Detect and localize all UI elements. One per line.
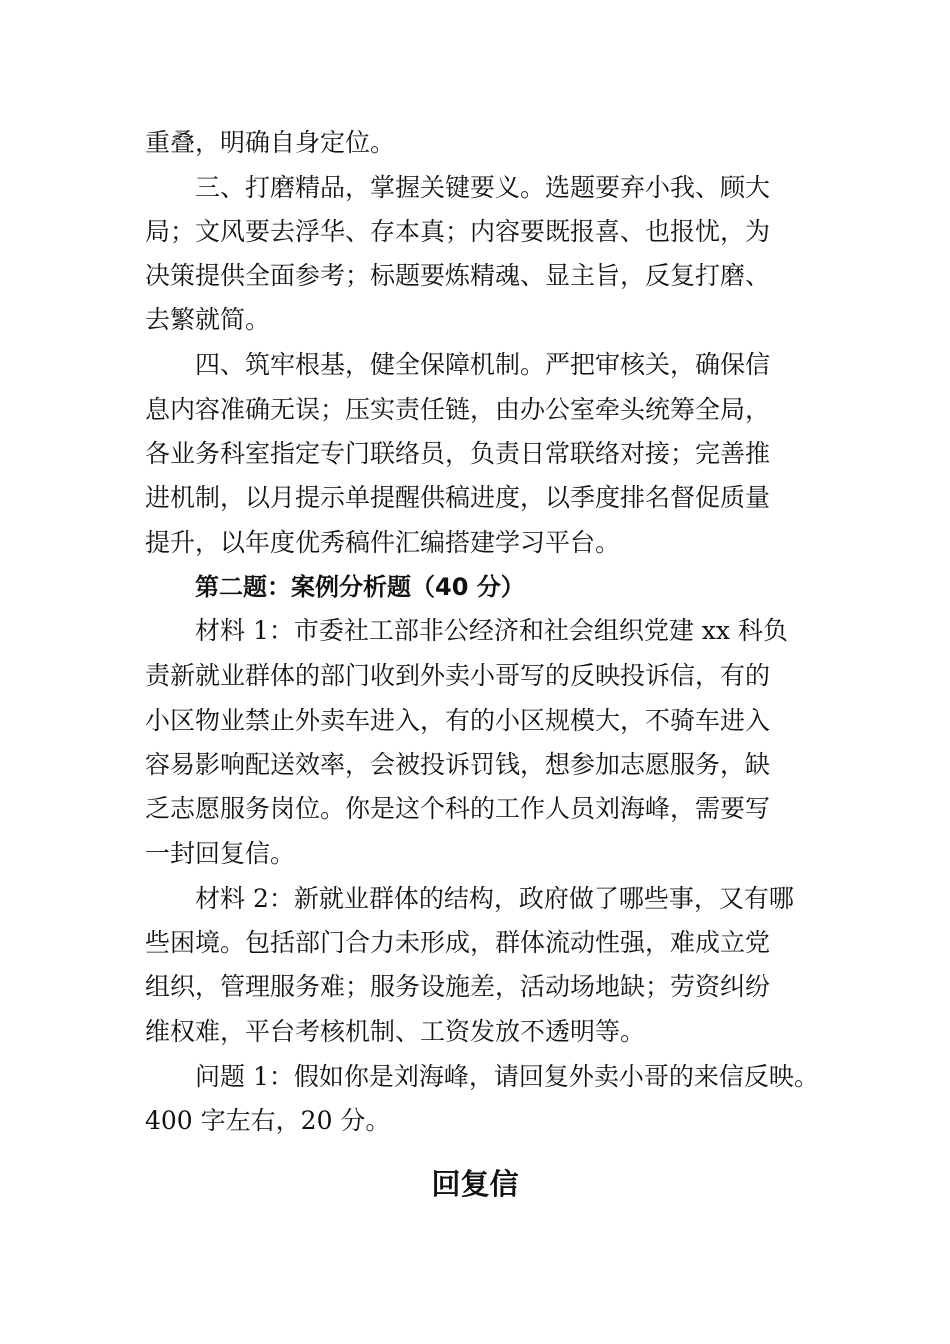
section-heading: 第二题：案例分析题（40 分） (195, 573, 525, 601)
paragraph-line: 组织，管理服务难；服务设施差，活动场地缺；劳资纠纷 (145, 972, 771, 1001)
paragraph-line: 局；文风要去浮华、存本真；内容要既报喜、也报忧，为 (145, 217, 771, 246)
paragraph-line: 去繁就简。 (145, 305, 271, 334)
paragraph-line: 些困境。包括部门合力未形成，群体流动性强，难成立党 (145, 928, 771, 957)
paragraph-line: 小区物业禁止外卖车进入，有的小区规模大，不骑车进入 (145, 706, 771, 735)
paragraph-line: 重叠，明确自身定位。 (145, 128, 396, 157)
paragraph-line: 各业务科室指定专门联络员，负责日常联络对接；完善推 (145, 439, 771, 468)
paragraph-line: 责新就业群体的部门收到外卖小哥写的反映投诉信，有的 (145, 661, 771, 690)
letter-title: 回复信 (431, 1167, 519, 1201)
paragraph-line: 提升，以年度优秀稿件汇编搭建学习平台。 (145, 528, 621, 557)
paragraph-line: 材料 1：市委社工部非公经济和社会组织党建 xx 科负 (195, 616, 788, 645)
paragraph-line: 息内容准确无误；压实责任链，由办公室牵头统筹全局， (145, 395, 771, 424)
paragraph-line: 决策提供全面参考；标题要炼精魂、显主旨，反复打磨、 (145, 261, 771, 290)
paragraph-line: 维权难，平台考核机制、工资发放不透明等。 (145, 1017, 646, 1046)
paragraph-line: 四、筑牢根基，健全保障机制。严把审核关，确保信 (195, 350, 771, 379)
paragraph-line: 进机制，以月提示单提醒供稿进度，以季度排名督促质量 (145, 483, 771, 512)
paragraph-line: 乏志愿服务岗位。你是这个科的工作人员刘海峰，需要写 (145, 794, 771, 823)
paragraph-line: 400 字左右，20 分。 (145, 1106, 391, 1135)
paragraph-line: 问题 1：假如你是刘海峰，请回复外卖小哥的来信反映。 (195, 1062, 819, 1091)
paragraph-line: 材料 2：新就业群体的结构，政府做了哪些事，又有哪 (195, 884, 794, 913)
paragraph-line: 一封回复信。 (145, 839, 296, 868)
paragraph-line: 三、打磨精品，掌握关键要义。选题要弃小我、顾大 (195, 173, 771, 202)
paragraph-line: 容易影响配送效率，会被投诉罚钱，想参加志愿服务，缺 (145, 750, 771, 779)
